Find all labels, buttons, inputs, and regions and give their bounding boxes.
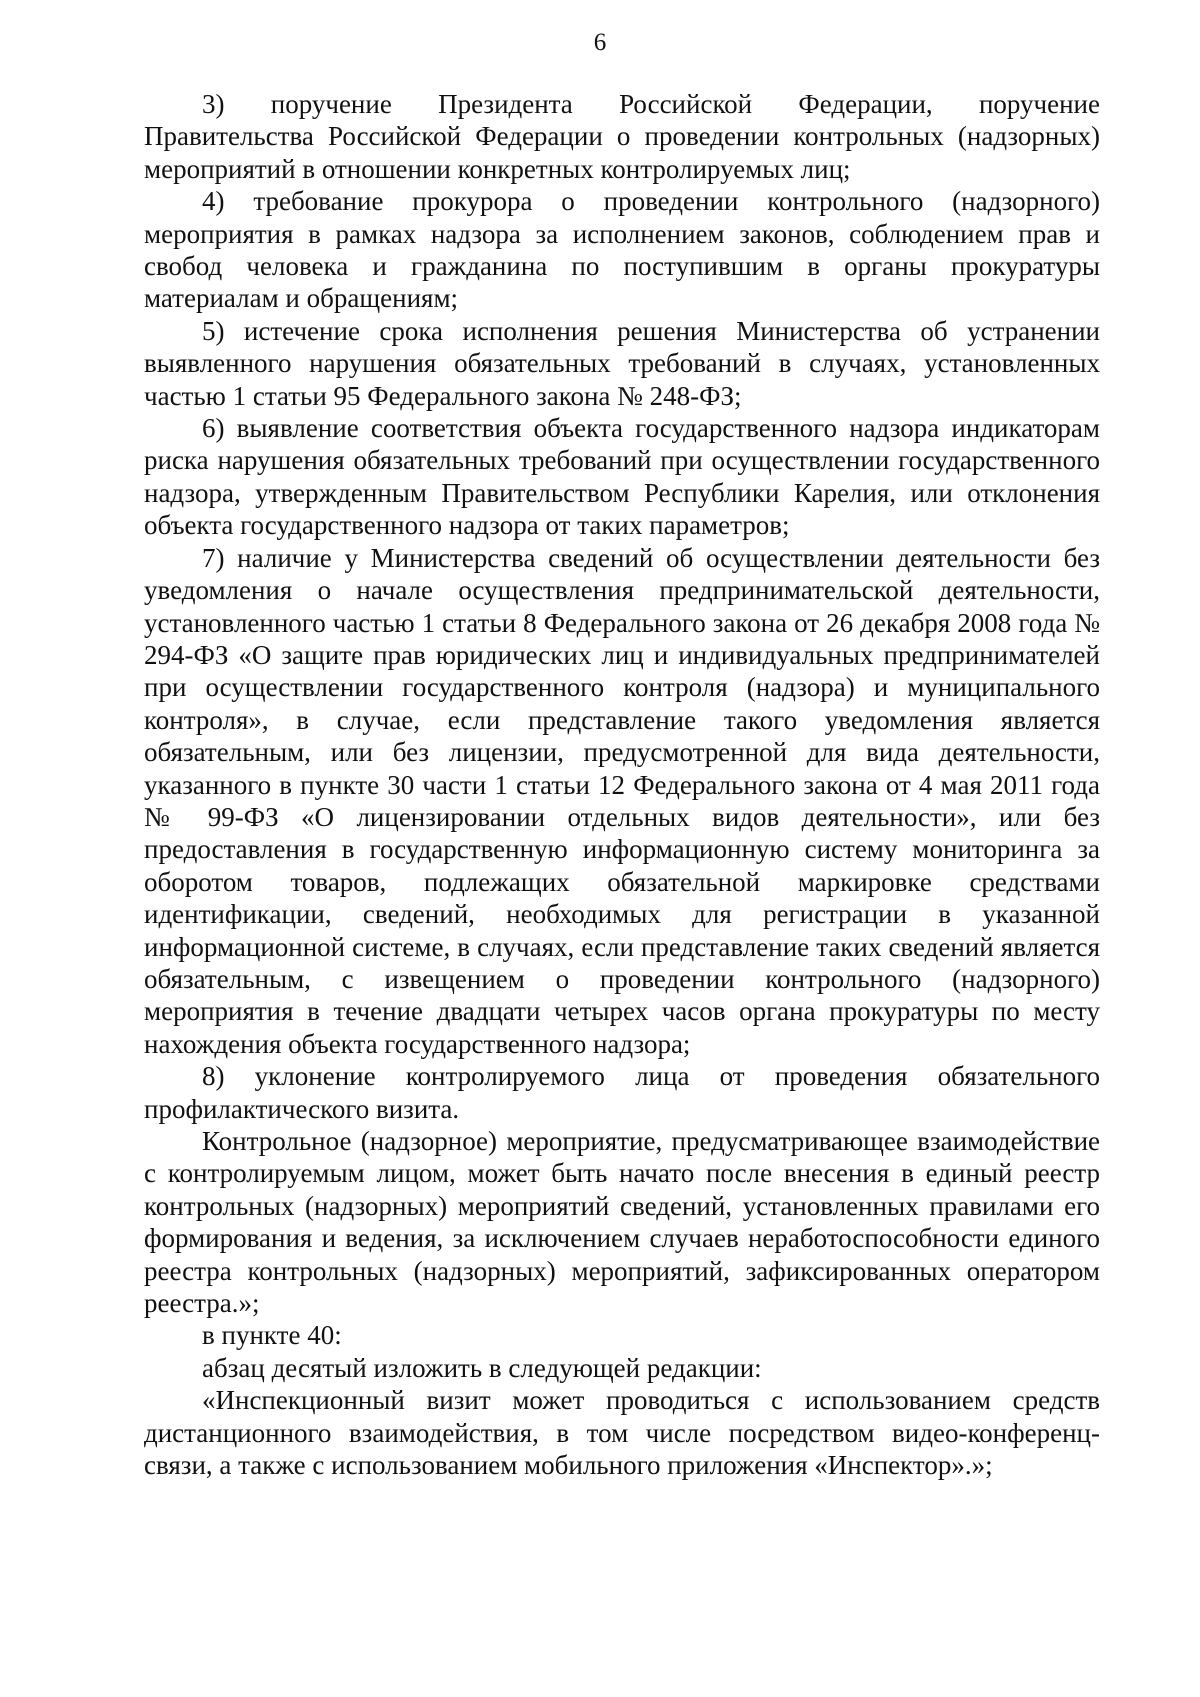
page-number: 6 [593, 29, 607, 56]
paragraph-item-7: 7) наличие у Министерства сведений об осуществлении деятельности без уведомления о начале осуществления предпринимательской деятельности, установленного частью 1 статьи 8 Федерального закона от 26 декабря 2008 года № 294-ФЗ «О защите прав юридических лиц и индивидуальных предпринимателей при осуществлении государственного контроля (надзора) и муниципального контроля», в случае, если представление такого уведомления является обязательным, или без лицензии, предусмотренной для вида деятельности, указанного в пункте 30 части 1 статьи 12 Федерального закона от 4 мая 2011 года № 99-ФЗ «О лицензировании отдельных видов деятельности», или без предоставления в государственную информационную систему мониторинга за оборотом товаров, подлежащих обязательной маркировке средствами идентификации, сведений, необходимых для регистрации в указанной информационной системе, в случаях, если представление таких сведений является обязательным, с извещением о проведении контрольного (надзорного) мероприятия в течение двадцати четырех часов органа прокуратуры по месту нахождения объекта государственного надзора; [144, 542, 1100, 1059]
paragraph-item-3: 3) поручение Президента Российской Федерации, поручение Правительства Российской Федерации о проведении контрольных (надзорных) мероприятий в отношении конкретных контролируемых лиц; [144, 89, 1100, 184]
paragraph-item-8: 8) уклонение контролируемого лица от проведения обязательного профилактического визита. [144, 1061, 1100, 1124]
paragraph-tenth-abzac: абзац десятый изложить в следующей редакции: [202, 1352, 762, 1383]
paragraph-item-6: 6) выявление соответствия объекта государственного надзора индикаторам риска нарушения обязательных требований при осуществлении государственного надзора, утвержденным Правительством Республики Карелия, или отклонения объекта государственного надзора от таких параметров; [144, 413, 1100, 541]
paragraph-inspection-visit: «Инспекционный визит может проводиться с использованием средств дистанционного взаимодействия, в том числе посредством видео-конференц-связи, а также с использованием мобильного приложения «Инспектор».»; [144, 1385, 1100, 1481]
paragraph-point-40: в пункте 40: [202, 1320, 342, 1351]
document-body [144, 88, 1100, 1481]
paragraph-item-4: 4) требование прокурора о проведении контрольного (надзорного) мероприятия в рамках надзора за исполнением законов, соблюдением прав и свобод человека и гражданина по поступившим в органы прокуратуры материалам и обращениям; [144, 186, 1100, 314]
paragraph-item-5: 5) истечение срока исполнения решения Министерства об устранении выявленного нарушения обязательных требований в случаях, установленных частью 1 статьи 95 Федерального закона № 248-ФЗ; [144, 315, 1100, 411]
paragraph-control-event: Контрольное (надзорное) мероприятие, предусматривающее взаимодействие с контролируемым лицом, может быть начато после внесения в единый реестр контрольных (надзорных) мероприятий сведений, установленных правилами его формирования и ведения, за исключением случаев неработоспособности единого реестра контрольных (надзорных) мероприятий, зафиксированных оператором реестра.»; [144, 1126, 1100, 1319]
